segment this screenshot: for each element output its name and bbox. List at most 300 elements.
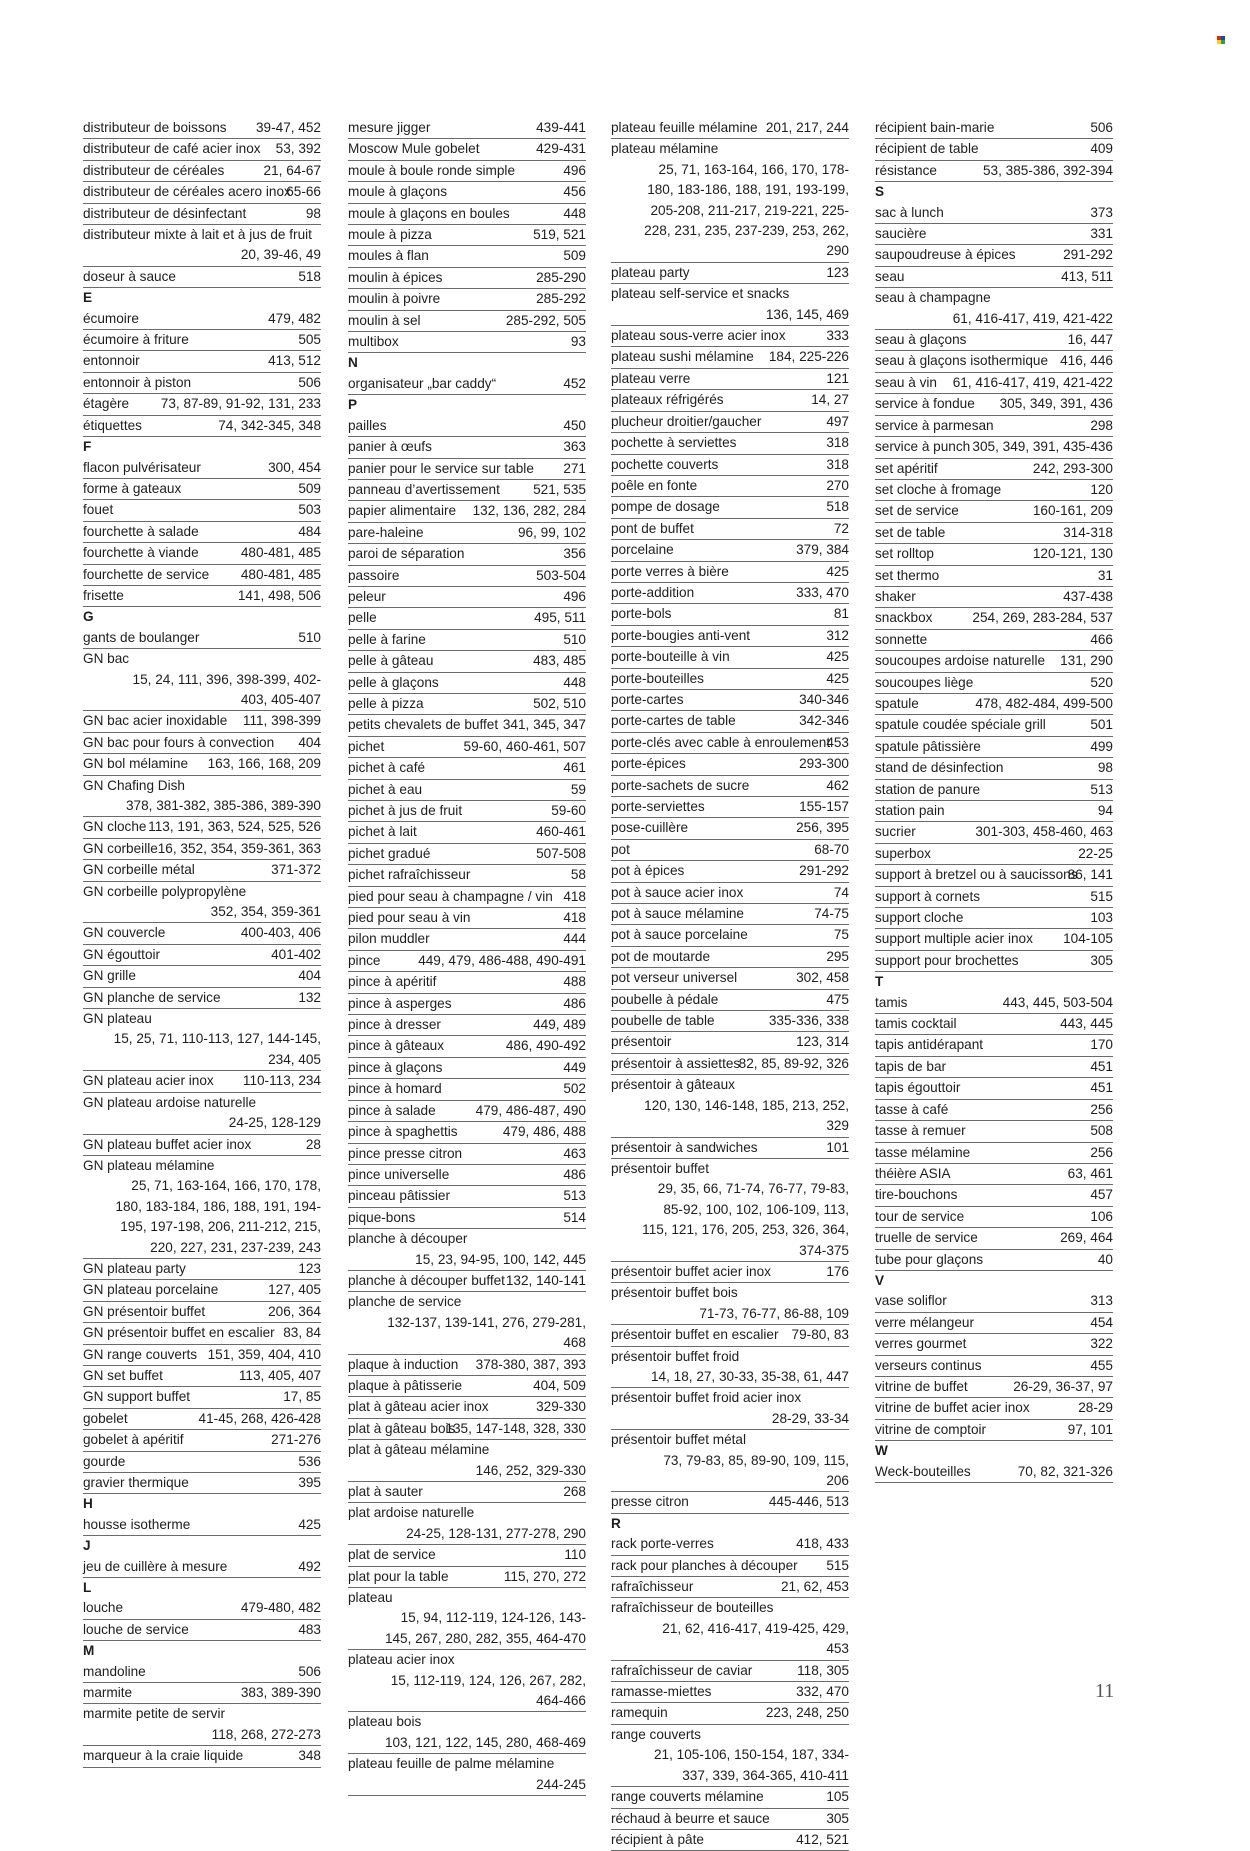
index-term: marmite petite de servir [83,1706,226,1722]
index-term: plateau acier inox [348,1652,455,1668]
index-entry [348,459,586,480]
index-entry [348,1079,586,1100]
index-term: plateau [348,1590,393,1606]
index-page-refs: 503-504 [536,567,586,583]
index-term: verseurs continus [875,1357,982,1373]
index-page-refs: 506 [298,374,321,390]
index-entry [611,711,849,732]
index-term: présentoir [611,1034,672,1050]
index-entry [348,332,586,353]
index-page-refs: 378-380, 387, 393 [475,1356,586,1372]
index-term: porte-bouteille à vin [611,649,730,665]
index-entry [348,608,586,629]
index-term: porte-clés avec cable à enroulement [611,734,831,750]
index-entry [83,309,321,330]
index-term: superbox [875,845,931,861]
index-term: plucheur droitier/gaucher [611,413,762,429]
index-term: tamis cocktail [875,1016,957,1032]
index-page-refs: 416, 446 [1060,353,1113,369]
index-page-refs: 356 [563,546,586,562]
index-entry [83,543,321,564]
index-page-refs: 103 [1090,910,1113,926]
index-term: panier à œufs [348,439,432,455]
index-entry [611,1577,849,1598]
index-entry [348,1144,586,1165]
index-term: plateaux réfrigérés [611,392,724,408]
index-entry [611,883,849,904]
index-term: mesure jigger [348,120,431,135]
index-page-refs: 63, 461 [1067,1165,1113,1181]
index-term: présentoir buffet [611,1160,709,1176]
index-entry [875,587,1113,608]
index-term: T [875,974,884,990]
index-page-refs: 425 [826,670,849,686]
index-entry [875,416,1113,437]
index-entry [83,139,321,160]
index-page-refs: 475 [826,991,849,1007]
index-entry [348,887,586,908]
index-page-refs: 28-29 [1078,1400,1113,1416]
index-term: présentoir à assiettes [611,1055,741,1071]
index-term: présentoir à gâteaux [611,1077,735,1093]
index-page-refs: 40 [1097,1251,1113,1267]
index-page-refs: 520 [1090,674,1113,690]
index-entry [348,1567,586,1588]
index-entry [83,1302,321,1323]
index-page-refs: 83, 84 [283,1325,321,1341]
index-term: snackbox [875,610,933,626]
index-page-refs: 21, 64-67 [263,162,321,178]
index-page-refs: 184, 225-226 [768,349,849,365]
index-page-refs: 449, 479, 486-488, 490-491 [418,952,586,968]
index-entry [83,394,321,415]
index-entry [83,817,321,838]
index-entry [875,715,1113,736]
index-entry [348,1482,586,1503]
index-term: rafraîchisseur de bouteilles [611,1600,774,1616]
index-term: pot à sauce porcelaine [611,927,748,943]
index-page-refs: 120-121, 130 [1032,546,1113,562]
index-entry [348,1545,586,1566]
index-term: seau à champagne [875,290,991,306]
index-page-refs: 305 [1090,952,1113,968]
index-term: fourchette à salade [83,523,199,539]
index-entry [83,522,321,543]
index-entry [83,1323,321,1344]
index-term: présentoir buffet bois [611,1285,738,1301]
index-term: plat à gâteau bois [348,1420,456,1436]
index-entry [875,161,1113,182]
index-term: presse citron [611,1494,689,1510]
index-term: porte-cartes [611,691,684,707]
index-term: range couverts mélamine [611,1789,764,1805]
index-term: ramequin [611,1705,668,1721]
index-term: porte-addition [611,584,695,600]
index-term: pot de moutarde [611,948,710,964]
index-entry [875,1250,1113,1271]
index-page-refs: 413, 512 [268,353,321,369]
index-page-refs: 495, 511 [534,610,586,626]
index-page-refs: 136, 145, 469 [765,306,849,322]
index-entry [875,459,1113,480]
index-page-refs: 270 [826,477,849,493]
index-term: support multiple acier inox [875,931,1033,947]
index-entry [611,1011,849,1032]
index-term: ramasse-miettes [611,1684,712,1700]
index-entry [611,1388,849,1430]
index-entry [348,1208,586,1229]
index-term: présentoir buffet froid acier inox [611,1390,802,1406]
index-page-refs: 515 [826,1557,849,1573]
index-term: distributeur de boissons [83,120,227,135]
index-entry [348,182,586,203]
index-term: pot verseur universel [611,970,738,986]
index-term: paroi de séparation [348,546,465,562]
index-page-refs: 450 [563,417,586,433]
index-entry [348,480,586,501]
index-page-refs: 201, 217, 244 [765,120,849,135]
index-term: set apéritif [875,460,938,476]
index-page-refs: 503 [298,502,321,518]
index-page-refs: 486 [563,995,586,1011]
index-page-refs: 146, 252, 329-330 [475,1462,586,1478]
index-entry [348,1503,586,1545]
index-page-refs: 460-461 [536,824,586,840]
index-page-refs: 418 [563,888,586,904]
index-entry [611,390,849,411]
index-entry [83,839,321,860]
index-entry [611,1325,849,1346]
index-entry [348,587,586,608]
index-entry [348,780,586,801]
index-entry [83,1135,321,1156]
index-term: rafraîchisseur de caviar [611,1662,753,1678]
index-page-refs: 453 [826,734,849,750]
index-page-refs: 103, 121, 122, 145, 280, 468-469 [384,1734,586,1750]
index-entry [611,1032,849,1053]
index-term: H [83,1496,93,1512]
index-term: porte-bols [611,606,672,622]
index-term: gobelet à apéritif [83,1432,184,1448]
index-entry [83,1156,321,1259]
index-page-refs: 499 [1090,738,1113,754]
index-term: J [83,1538,91,1554]
index-page-refs: 70, 82, 321-326 [1017,1463,1113,1479]
index-entry [875,1207,1113,1228]
index-page-refs: 268 [563,1484,586,1499]
index-term: GN Chafing Dish [83,777,185,793]
index-page-refs: 106 [1090,1208,1113,1224]
index-entry [348,1058,586,1079]
index-page-refs: 322 [1090,1336,1113,1352]
index-entry [611,818,849,839]
index-term: N [348,355,358,371]
index-entry [83,1746,321,1767]
index-term: G [83,609,94,625]
index-term: seau à glaçons isothermique [875,353,1049,369]
index-entry [875,1121,1113,1142]
index-page-refs: 401-402 [271,946,321,962]
index-entry [875,118,1113,139]
index-entry [83,351,321,372]
index-page-refs: 206, 364 [268,1303,321,1319]
index-page-refs: 463 [563,1145,586,1161]
index-page-refs: 53, 385-386, 392-394 [982,162,1113,178]
index-term: R [611,1515,621,1531]
index-entry [348,204,586,225]
index-letter-heading [611,1514,849,1534]
index-page-refs: 518 [298,268,321,284]
index-entry [83,1620,321,1641]
index-term: GN plateau buffet acier inox [83,1136,252,1152]
index-page-refs: 123 [298,1260,321,1276]
index-entry [875,630,1113,651]
index-page-refs: 53, 392 [275,141,321,157]
index-page-refs: 448 [563,674,586,690]
index-entry [875,694,1113,715]
index-column-4 [875,118,1113,1483]
index-term: multibox [348,334,399,350]
index-letter-heading [83,1641,321,1661]
index-term: louche [83,1600,124,1616]
index-entry [875,394,1113,415]
index-entry [83,1683,321,1704]
index-entry [348,1754,586,1796]
index-page-refs: 488 [563,974,586,990]
index-term: sac à lunch [875,204,944,220]
index-entry [611,861,849,882]
index-entry [875,245,1113,266]
index-term: plateau verre [611,370,691,386]
index-page-refs: 518 [826,499,849,515]
index-entry [875,1100,1113,1121]
index-page-refs: 25, 71, 163-164, 166, 170, 178, 180, 183-184, 186, 188, 191, 194-195, 197-198, 206, 211-212, 215, 220, 227, 231, 237-239, 243 [115,1178,321,1255]
index-term: GN présentoir buffet [83,1303,206,1319]
index-entry [875,523,1113,544]
index-page-refs: 271-276 [271,1432,321,1448]
index-entry [83,1598,321,1619]
index-term: vase soliflor [875,1293,947,1309]
index-page-refs: 301-303, 458-460, 463 [975,824,1113,840]
index-term: pichet rafraîchisseur [348,867,471,883]
index-term: rafraîchisseur [611,1579,694,1595]
index-term: support cloche [875,910,964,926]
index-entry [875,330,1113,351]
index-page-refs: 21, 105-106, 150-154, 187, 334-337, 339, 364-365, 410-411 [654,1747,849,1783]
index-page-refs: 74-75 [814,906,849,922]
index-entry [875,1356,1113,1377]
index-entry [83,711,321,732]
index-term: Weck-bouteilles [875,1463,971,1479]
index-page-refs: 82, 85, 89-92, 326 [738,1055,849,1071]
index-entry [611,1556,849,1577]
index-page-refs: 151, 359, 404, 410 [207,1346,321,1362]
index-entry [83,458,321,479]
index-entry [83,649,321,711]
index-term: étiquettes [83,417,142,433]
index-term: pince à asperges [348,995,452,1011]
index-term: panneau d’avertissement [348,481,500,497]
index-term: S [875,184,885,200]
index-page-refs: 94 [1097,803,1113,818]
index-page-refs: 478, 482-484, 499-500 [975,695,1113,711]
index-entry [611,733,849,754]
index-page-refs: 20, 39-46, 49 [240,247,321,263]
index-page-refs: 479, 486-487, 490 [475,1102,586,1118]
index-term: plaque à induction [348,1356,459,1372]
index-entry [348,246,586,267]
index-entry [348,715,586,736]
index-page-refs: 519, 521 [533,227,586,243]
index-page-refs: 466 [1090,631,1113,647]
index-term: pilon muddler [348,931,430,947]
index-term: moule à boule ronde simple [348,162,516,178]
index-letter-heading [83,607,321,627]
index-term: pince [348,952,381,968]
index-entry [611,1430,849,1492]
index-page-refs: 291-292 [799,863,849,879]
index-page-refs: 502, 510 [533,695,586,711]
index-page-refs: 28 [305,1136,321,1152]
index-page-refs: 14, 27 [811,392,849,408]
index-entry [348,1588,586,1650]
index-entry [875,780,1113,801]
index-letter-heading [83,437,321,457]
index-page-refs: 97, 101 [1067,1421,1113,1437]
index-term: pique-bons [348,1209,416,1225]
index-page-refs: 271 [563,460,586,476]
index-term: pot [611,841,630,857]
index-term: pare-haleine [348,524,424,540]
index-page-refs: 332, 470 [796,1684,849,1700]
index-term: moule à glaçons [348,184,447,200]
index-term: spatule [875,695,919,711]
index-page-refs: 483, 485 [533,653,586,669]
index-page-refs: 93 [570,334,586,350]
index-entry [348,1419,586,1440]
index-term: plateau sushi mélamine [611,349,754,365]
index-page-refs: 72 [833,520,849,536]
index-entry [611,1054,849,1075]
index-column-3 [611,118,849,1851]
index-term: GN couvercle [83,925,166,941]
index-column-1 [83,118,321,1768]
index-page-refs: 483 [298,1621,321,1637]
index-entry [83,754,321,775]
index-term: pose-cuillère [611,820,689,836]
index-term: GN range couverts [83,1346,198,1362]
index-term: petits chevalets de buffet [348,717,499,733]
index-page-refs: 425 [826,563,849,579]
index-entry [611,1598,849,1660]
index-page-refs: 123 [826,264,849,280]
index-entry [348,1036,586,1057]
index-entry [611,626,849,647]
index-page-refs: 120 [1090,481,1113,497]
index-entry [83,1409,321,1430]
index-page-refs: 104-105 [1063,931,1113,947]
index-entry [348,566,586,587]
index-page-refs: 73, 79-83, 85, 89-90, 109, 115, 206 [663,1452,849,1488]
index-term: marqueur à la craie liquide [83,1748,244,1764]
index-term: Moscow Mule gobelet [348,141,480,157]
index-letter-heading [83,288,321,308]
index-page-refs: 21, 62, 453 [780,1579,849,1595]
index-entry [348,1101,586,1122]
index-term: V [875,1272,885,1288]
index-term: spatule pâtissière [875,738,981,754]
index-term: récipient bain-marie [875,120,995,135]
index-term: distributeur mixte à lait et à jus de fruit [83,227,312,243]
index-page-refs: 269, 464 [1060,1230,1113,1246]
index-term: distributeur de désinfectant [83,205,247,221]
index-entry [611,476,849,497]
index-term: tasse à remuer [875,1123,966,1139]
index-page-refs: 348 [298,1748,321,1764]
index-term: étagère [83,396,130,412]
index-page-refs: 285-292 [536,291,586,307]
index-page-refs: 223, 248, 250 [765,1705,849,1721]
index-page-refs: 22-25 [1078,845,1113,861]
index-entry [611,840,849,861]
index-term: plateau feuille de palme mélamine [348,1756,555,1772]
index-entry [875,203,1113,224]
index-term: porte-bouteilles [611,670,704,686]
index-entry [875,651,1113,672]
index-term: GN plateau mélamine [83,1157,215,1173]
index-entry [875,1014,1113,1035]
index-page-refs: 425 [298,1516,321,1532]
index-page-refs: 333 [826,328,849,344]
index-page-refs: 513 [1090,781,1113,797]
index-term: plateau self-service et snacks [611,286,790,302]
index-page-refs: 113, 405, 407 [238,1367,321,1383]
index-entry [348,1229,586,1271]
index-entry [348,1712,586,1754]
index-entry [348,1271,586,1292]
index-term: sonnette [875,631,928,647]
index-term: GN plateau acier inox [83,1073,214,1089]
index-entry [348,311,586,332]
index-entry [83,1452,321,1473]
index-term: plateau mélamine [611,141,719,157]
index-page-refs: 404, 509 [533,1377,586,1393]
index-entry [348,289,586,310]
index-page-refs: 479, 486, 488 [502,1124,586,1140]
index-page-refs: 59 [570,781,586,797]
index-entry [611,347,849,368]
index-term: moulin à poivre [348,291,441,307]
index-entry [875,544,1113,565]
index-term: GN bac pour fours à convection [83,734,275,750]
index-entry [83,966,321,987]
index-term: GN présentoir buffet en escalier [83,1325,275,1341]
index-page-refs: 160-161, 209 [1032,503,1113,519]
index-page-refs: 15, 94, 112-119, 124-126, 143-145, 267, 280, 282, 355, 464-470 [384,1610,586,1646]
index-page-refs: 163, 166, 168, 209 [207,756,321,772]
index-term: pinceau pâtissier [348,1188,451,1204]
index-entry [875,1398,1113,1419]
index-term: tire-bouchons [875,1187,958,1203]
index-page-refs: 443, 445 [1060,1016,1113,1032]
index-term: plat pour la table [348,1568,449,1584]
index-page-refs: 59-60, 460-461, 507 [463,738,586,754]
index-page-refs: 507-508 [536,845,586,861]
index-entry [348,994,586,1015]
index-page-refs: 395 [298,1475,321,1490]
index-page-refs: 295 [826,948,849,964]
index-entry [348,268,586,289]
